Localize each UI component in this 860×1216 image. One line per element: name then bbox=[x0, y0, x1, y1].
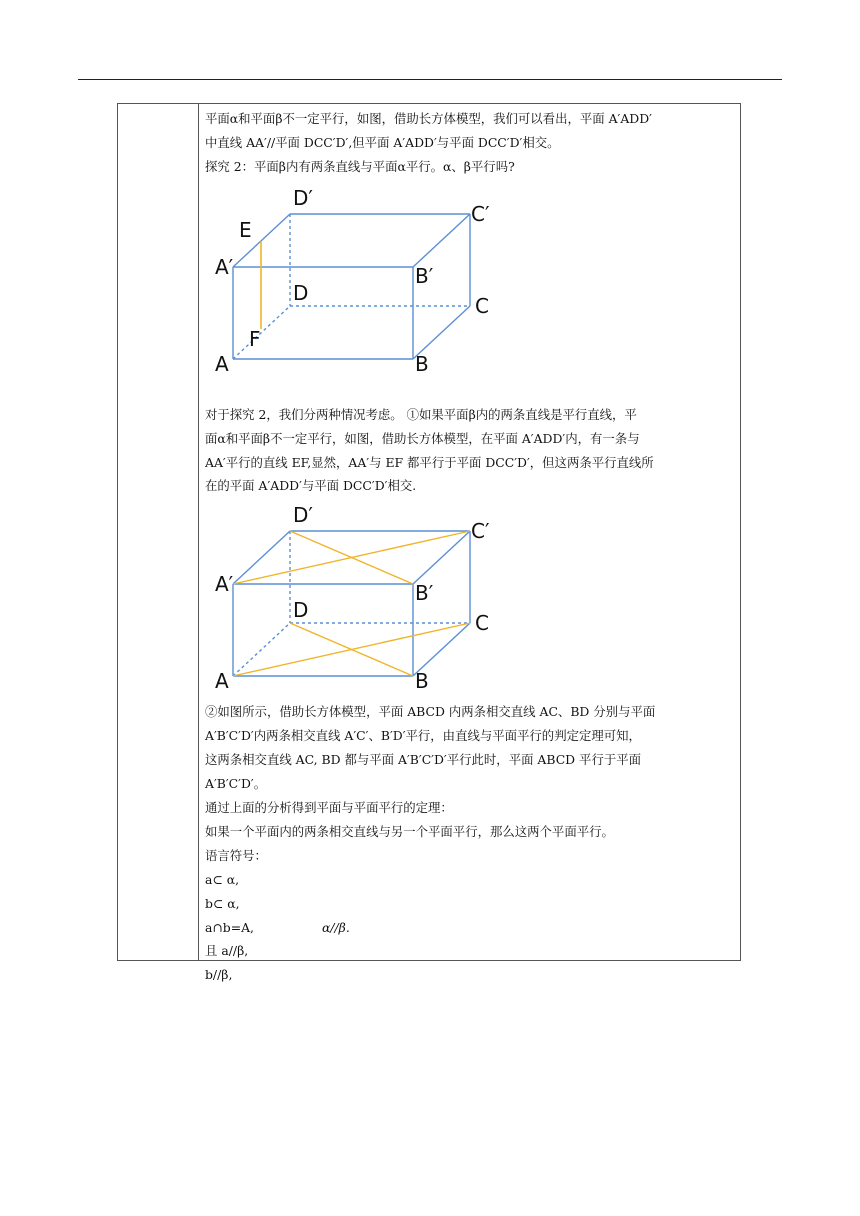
symbol-conclusion: α//β. bbox=[321, 919, 350, 935]
explore2-question: 探究 2：平面β内有两条直线与平面α平行。α、β平行吗? bbox=[205, 158, 515, 174]
header-rule bbox=[78, 79, 782, 80]
para3-line4: A′B′C′D′。 bbox=[205, 776, 267, 792]
analysis-line: 通过上面的分析得到平面与平面平行的定理： bbox=[205, 799, 453, 815]
para3-line2: A′B′C′D′内两条相交直线 A′C′、B′D′平行，由直线与平面平行的判定定理可知， bbox=[205, 728, 641, 744]
label-D: D bbox=[293, 598, 309, 623]
label-C1: C′ bbox=[471, 201, 490, 226]
symbol-line-5: b//β, bbox=[205, 967, 233, 983]
label-B: B bbox=[415, 351, 429, 376]
symbol-line-2: b⊂ α, bbox=[205, 895, 240, 911]
label-C1: C′ bbox=[471, 519, 490, 544]
label-D: D bbox=[293, 280, 309, 305]
para2-line1: 对于探究 2，我们分两种情况考虑。 ①如果平面β内的两条直线是平行直线，平 bbox=[205, 406, 637, 422]
symbol-line-1: a⊂ α, bbox=[205, 871, 240, 887]
symbol-line-3 bbox=[205, 916, 737, 940]
label-D1: D′ bbox=[293, 503, 313, 528]
cuboid-figure-1 bbox=[205, 179, 505, 391]
content-table bbox=[117, 103, 741, 983]
label-D1: D′ bbox=[293, 185, 313, 210]
label-B1: B′ bbox=[415, 581, 434, 606]
symbol-intersection: a∩b=A, bbox=[205, 919, 254, 935]
para2-line3: AA′平行的直线 EF,显然，AA′与 EF 都平行于平面 DCC′D′，但这两条平行直线所 bbox=[205, 454, 654, 470]
label-C: C bbox=[475, 293, 489, 318]
label-B1: B′ bbox=[415, 263, 434, 288]
cuboid-figure-2 bbox=[205, 498, 505, 700]
label-A1: A′ bbox=[215, 572, 234, 597]
para2-line4: 在的平面 A′ADD′与平面 DCC′D′相交. bbox=[205, 478, 417, 494]
label-A: A bbox=[215, 351, 229, 376]
para1-line2: 中直线 AA′//平面 DCC′D′,但平面 A′ADD′与平面 DCC′D′相交。 bbox=[205, 134, 560, 150]
label-B: B bbox=[415, 669, 429, 694]
symbol-title: 语言符号： bbox=[205, 847, 267, 863]
table-left-cell bbox=[118, 104, 199, 960]
symbol-line-4: 且 a//β, bbox=[205, 943, 249, 959]
table-content-cell bbox=[205, 107, 737, 987]
theorem-line: 如果一个平面内的两条相交直线与另一个平面平行，那么这两个平面平行。 bbox=[205, 823, 614, 839]
para3-line3: 这两条相交直线 AC, BD 都与平面 A′B′C′D′平行此时，平面 ABCD 平行于平面 bbox=[205, 752, 642, 768]
para1-line1: 平面α和平面β不一定平行，如图，借助长方体模型，我们可以看出，平面 A′ADD′ bbox=[205, 111, 652, 126]
para3-line1: ②如图所示，借助长方体模型，平面 ABCD 内两条相交直线 AC、BD 分别与平面 bbox=[205, 704, 656, 720]
label-E: E bbox=[239, 217, 252, 242]
label-F: F bbox=[249, 326, 261, 351]
para2-line2: 面α和平面β不一定平行，如图，借助长方体模型，在平面 A′ADD′内，有一条与 bbox=[205, 430, 640, 446]
label-C: C bbox=[475, 611, 489, 636]
label-A1: A′ bbox=[215, 254, 234, 279]
label-A: A bbox=[215, 669, 229, 694]
